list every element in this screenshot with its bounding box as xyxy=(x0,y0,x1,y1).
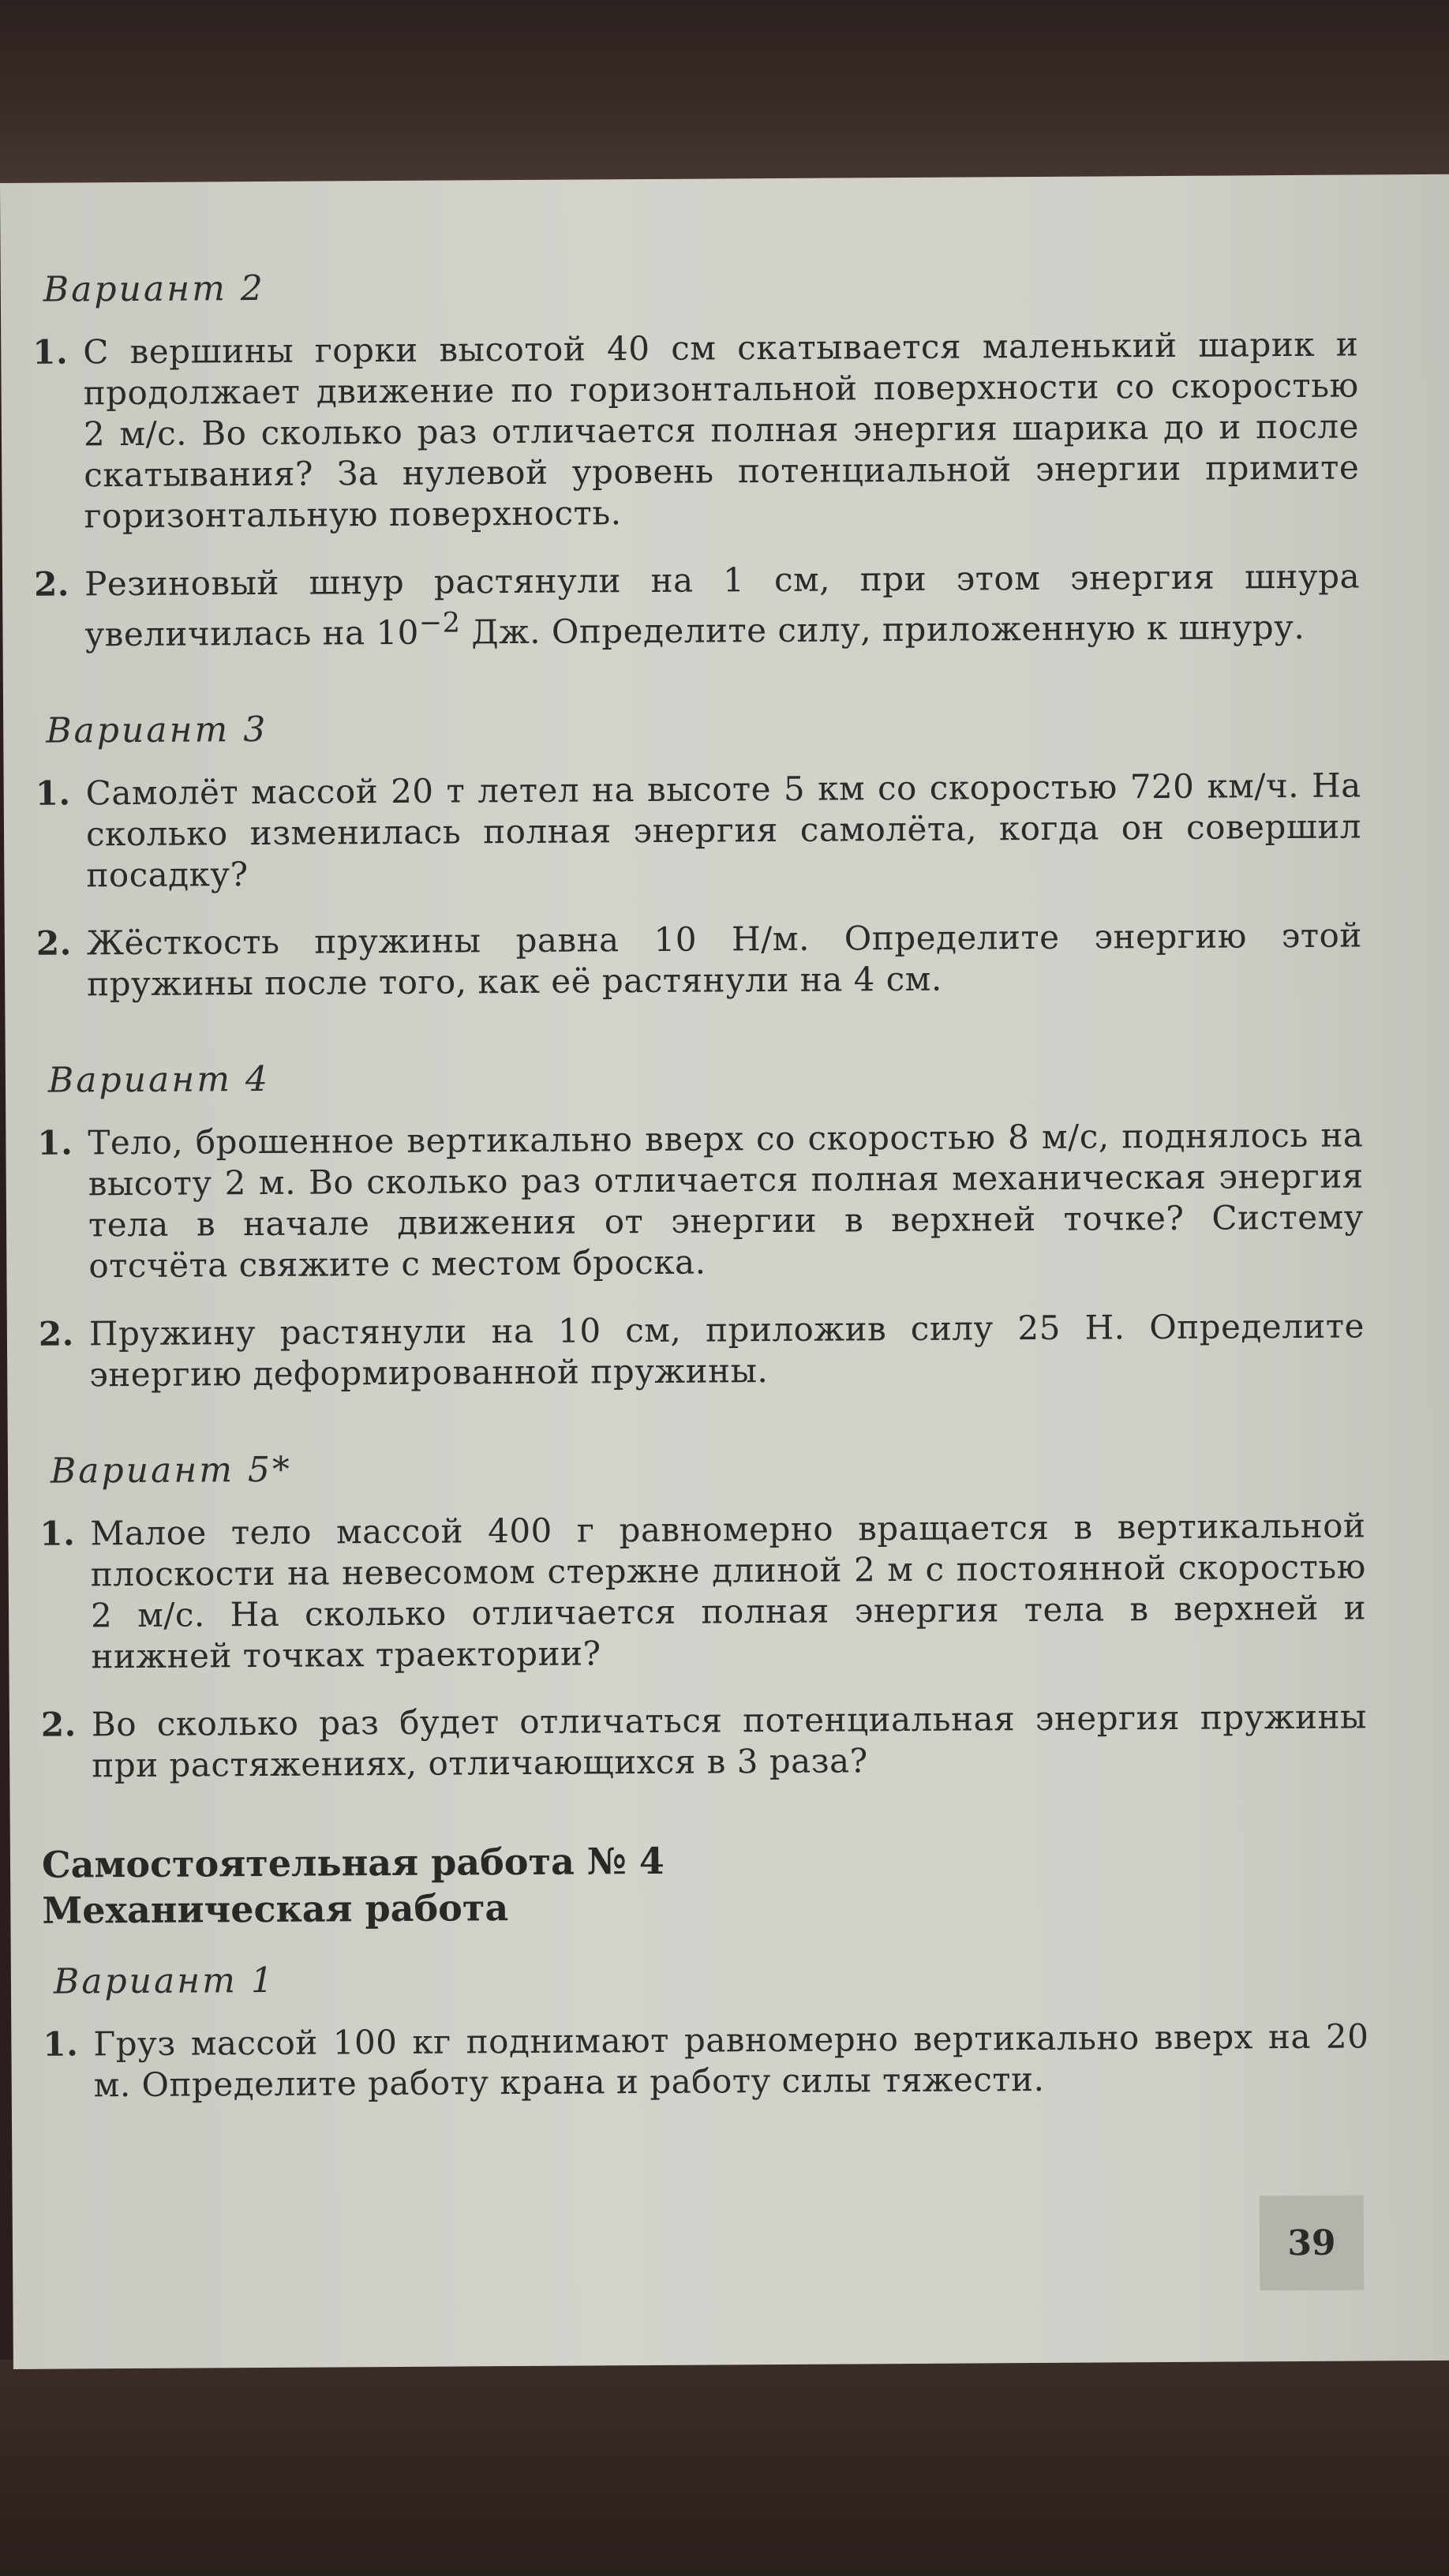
task-text: С вершины горки высотой 40 см скатывается маленький шарик и продолжает движение по горизонтальной поверхности со скоростью 2 м/с. Во сколько раз отличается полная энергия шарика до и после скатывания? За нулевой уровень потенциальной энергии примите горизонтальную поверхность. xyxy=(83,324,1360,536)
task-number: 1. xyxy=(32,332,69,372)
task-text: Тело, брошенное вертикально вверх со скоростью 8 м/с, поднялось на высоту 2 м. Во сколько раз отличается полная механическая энергия тела в начале движения от энергии в верхней точке? Систему отсчёта свяжите с местом броска. xyxy=(88,1115,1365,1286)
task-text: Груз массой 100 кг поднимают равномерно вертикально вверх на 20 м. Определите работу крана и работу силы тяжести. xyxy=(93,2016,1369,2105)
task-text: Жёсткость пружины равна 10 Н/м. Определите энергию этой пружины после того, как её растянули на 4 см. xyxy=(86,915,1363,1004)
variant-3-block xyxy=(35,702,1362,1005)
section-heading xyxy=(42,1833,1368,1933)
task-text: Во сколько раз будет отличаться потенциальная энергия пружины при растяжениях, отличающихся в 3 раза? xyxy=(91,1697,1368,1785)
task-number: 1. xyxy=(39,1514,76,1553)
variant-2-block xyxy=(32,261,1361,655)
task-number: 2. xyxy=(36,923,72,963)
exponent: −2 xyxy=(418,607,461,639)
task-text-part: Резиновый шнур растянули на 1 см, при этом энергия шнура увеличилась на 10 xyxy=(84,556,1361,654)
task-item xyxy=(39,1305,1365,1395)
task-item xyxy=(41,1696,1368,1786)
variant-title: Вариант 1 xyxy=(53,1960,276,2002)
task-number: 1. xyxy=(43,2024,79,2064)
task-item xyxy=(36,765,1362,896)
section-subheading: Механическая работа xyxy=(42,1886,509,1932)
task-item xyxy=(37,1114,1364,1286)
task-item xyxy=(34,556,1361,655)
variant-title: Вариант 2 xyxy=(43,268,265,310)
task-number: 2. xyxy=(38,1314,74,1354)
book-page xyxy=(0,174,1449,2369)
task-text: Малое тело массой 400 г равномерно вращается в вертикальной плоскости на невесомом стержне длиной 2 м с постоянной скоростью 2 м/с. На сколько отличается полная энергия тела в верхней и нижней точках траектории? xyxy=(90,1506,1367,1676)
variant-title: Вариант 3 xyxy=(46,709,268,751)
task-number: 2. xyxy=(33,564,70,604)
task-item xyxy=(39,1505,1366,1677)
task-text: Самолёт массой 20 т летел на высоте 5 км со скоростью 720 км/ч. На сколько изменилась полная энергия самолёта, когда он совершил посадку? xyxy=(85,766,1362,895)
variant-5-block xyxy=(39,1443,1368,1786)
task-text xyxy=(84,556,1361,655)
variant-title: Вариант 5* xyxy=(50,1449,293,1492)
task-text: Пружину растянули на 10 см, приложив силу 25 Н. Определите энергию деформированной пружины. xyxy=(88,1306,1365,1395)
task-number: 2. xyxy=(40,1705,77,1744)
task-item xyxy=(36,915,1363,1005)
variant-title: Вариант 4 xyxy=(47,1058,271,1101)
section-heading-line: Самостоятельная работа № 4 xyxy=(41,1839,665,1886)
table-background-bottom xyxy=(0,2360,1449,2576)
page-content xyxy=(32,261,1369,2132)
task-number: 1. xyxy=(37,1123,73,1163)
table-background-top xyxy=(0,0,1449,189)
section-block xyxy=(42,1833,1369,2106)
task-item xyxy=(32,324,1360,537)
task-text-part: Дж. Определите силу, приложенную к шнуру. xyxy=(460,607,1305,652)
variant-4-block xyxy=(37,1052,1365,1395)
task-number: 1. xyxy=(35,773,71,813)
page-number: 39 xyxy=(1260,2195,1365,2290)
task-item xyxy=(43,2016,1369,2106)
